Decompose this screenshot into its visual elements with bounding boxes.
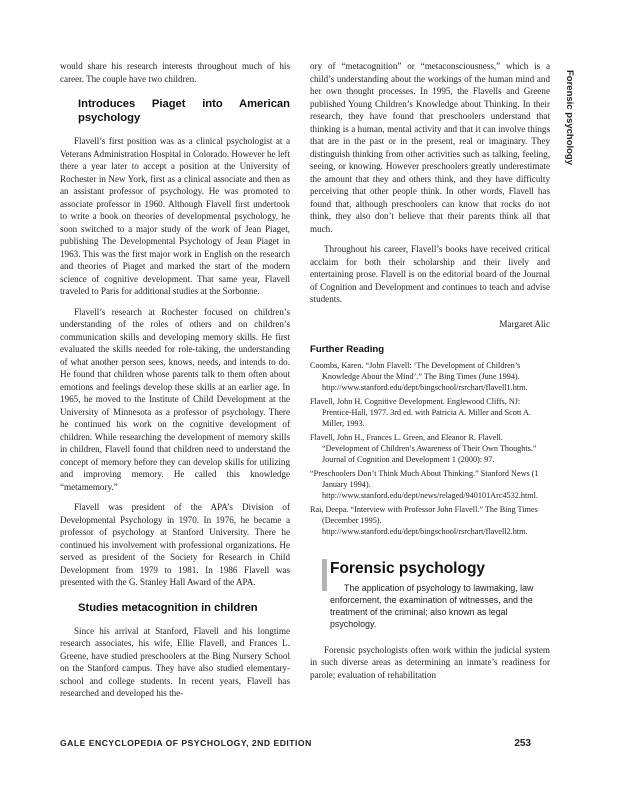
page-number: 253	[514, 738, 531, 749]
reference-item: Flavell, John H. Cognitive Development. Englewood Cliffs, NJ: Prentice-Hall, 1977. 3rd ed. with Patricia A. Miller and Scott A. Miller, 1993.	[310, 396, 531, 428]
reference-item: Rai, Deepa. “Interview with Professor John Flavell.” The Bing Times (December 1995). http://www.stanford.edu/dept/bingschool/rsrchart/flavell2.htm.	[310, 504, 538, 536]
paragraph: Flavell was president of the APA’s Division of Developmental Psychology in 1970. In 1976, he became a professor of psychology at Stanford University. There he continued his involvement with professional organizations. He served as president of the Society for Research in Child Development from 1979 to 1981. In 1986 Flavell was presented with the G. Stanley Hall Award of the APA.	[60, 502, 290, 587]
running-header: Forensic psychology	[564, 70, 575, 166]
further-reading-heading: Further Reading	[310, 344, 385, 355]
paragraph: Flavell’s first position was as a clinical psychologist at a Veterans Administration Hospital in Colorado. However he left there a year later to accept a position at the University of Rochester in New York, first as a clinical associate and then as an assistant professor of psychology. He was promoted to associate professor in 1960. Although Flavell first undertook to write a book on theories of developmental psychology, he soon switched to a major study of the work of Jean Piaget, publishing The Developmental Psychology of Jean Piaget in 1963. This was the first major work in English on the research and theories of Piaget and marked the start of the modern science of cognitive development. That same year, Flavell traveled to Paris for additional studies at the Sorbonne.	[60, 136, 290, 296]
right-column	[310, 60, 550, 689]
entry-title: Forensic psychology	[330, 559, 486, 577]
page-footer	[60, 738, 531, 748]
section-heading: Studies metacognition in children	[78, 601, 258, 614]
reference-item: “Preschoolers Don’t Think Much About Thinking.” Stanford News (1 January 1994). http://www.stanford.edu/dept/news/relaged/940101Arc4532.html.	[310, 468, 539, 500]
left-column	[60, 60, 290, 708]
paragraph: would share his research interests throughout much of his career. The couple have two children.	[60, 61, 290, 84]
paragraph: Throughout his career, Flavell’s books have received critical acclaim for both their scholarship and their lively and entertaining prose. Flavell is on the editorial board of the Journal of Cognition and Development and continues to teach and advise students.	[310, 244, 550, 304]
paragraph: Since his arrival at Stanford, Flavell and his longtime research associates, his wife, Ellie Flavell, and Frances L. Greene, have studied preschoolers at the Bing Nursery School on the Stanford campus. They have also studied elementary-school and college students. In recent years, Flavell has researched and developed his the-	[60, 625, 290, 698]
reference-item: Flavell, John H., Frances L. Green, and Eleanor R. Flavell. “Development of Children’s Awareness of Their Own Thoughts.” Journal of Cognition and Development 1 (2000): 97.	[310, 432, 537, 464]
footer-title: GALE ENCYCLOPEDIA OF PSYCHOLOGY, 2ND EDITION	[60, 738, 312, 748]
entry-definition: The application of psychology to lawmaking, law enforcement, the examination of witnesses, and the treatment of the criminal; also known as legal psychology.	[330, 582, 534, 629]
paragraph: ory of “metacognition” or “metaconsciousness,” which is a child’s understanding about the workings of the human mind and her own thought processes. In 1995, the Flavells and Greene published Young Children’s Knowledge about Thinking. In their research, they have found that preschoolers understand that thinking is a human, mental activity and that it can involve things that are in the past or in the present, real or imaginary. They distinguish thinking from other activities such as talking, feeling, seeing, or knowing. However preschoolers greatly underestimate the amount that they and others think, and they have difficulty perceiving that other people think. In other words, Flavell has found that, although preschoolers can know that rocks do not think, they also don’t believe that their parents think all that much.	[310, 61, 550, 234]
encyclopedia-entry	[310, 559, 550, 630]
section-heading: Introduces Piaget into American psychology	[78, 98, 290, 124]
paragraph: Flavell’s research at Rochester focused on children’s understanding of the roles of others and on children’s communication skills and developing memory skills. He first evaluated the skills needed for role-taking, the understanding of what another person sees, knows, needs, and intends to do. He found that children whose parents talk to them often about emotions and feelings develop these skills at an earlier age. In 1965, he moved to the Institute of Child Development at the University of Minnesota as a professor of psychology. There he continued his work on the cognitive development of children. While researching the development of memory skills in children, Flavell found that children need to understand the concept of memory before they can develop skills for utilizing and improving memory. He called this knowledge “metamemory.”	[60, 306, 290, 492]
paragraph: Forensic psychologists often work within the judicial system in such diverse areas as determining an inmate’s readiness for parole; evaluation of rehabilitation	[310, 644, 550, 680]
reference-item: Coombs, Karen. “John Flavell: ‘The Development of Children’s Knowledge About the Mind’.” The Bing Times (June 1994). http://www.stanford.edu/dept/bingschool/rsrchart/flavell1.htm.	[310, 360, 528, 392]
author-signature: Margaret Alic	[499, 318, 550, 329]
entry-marker-bar	[322, 559, 327, 591]
